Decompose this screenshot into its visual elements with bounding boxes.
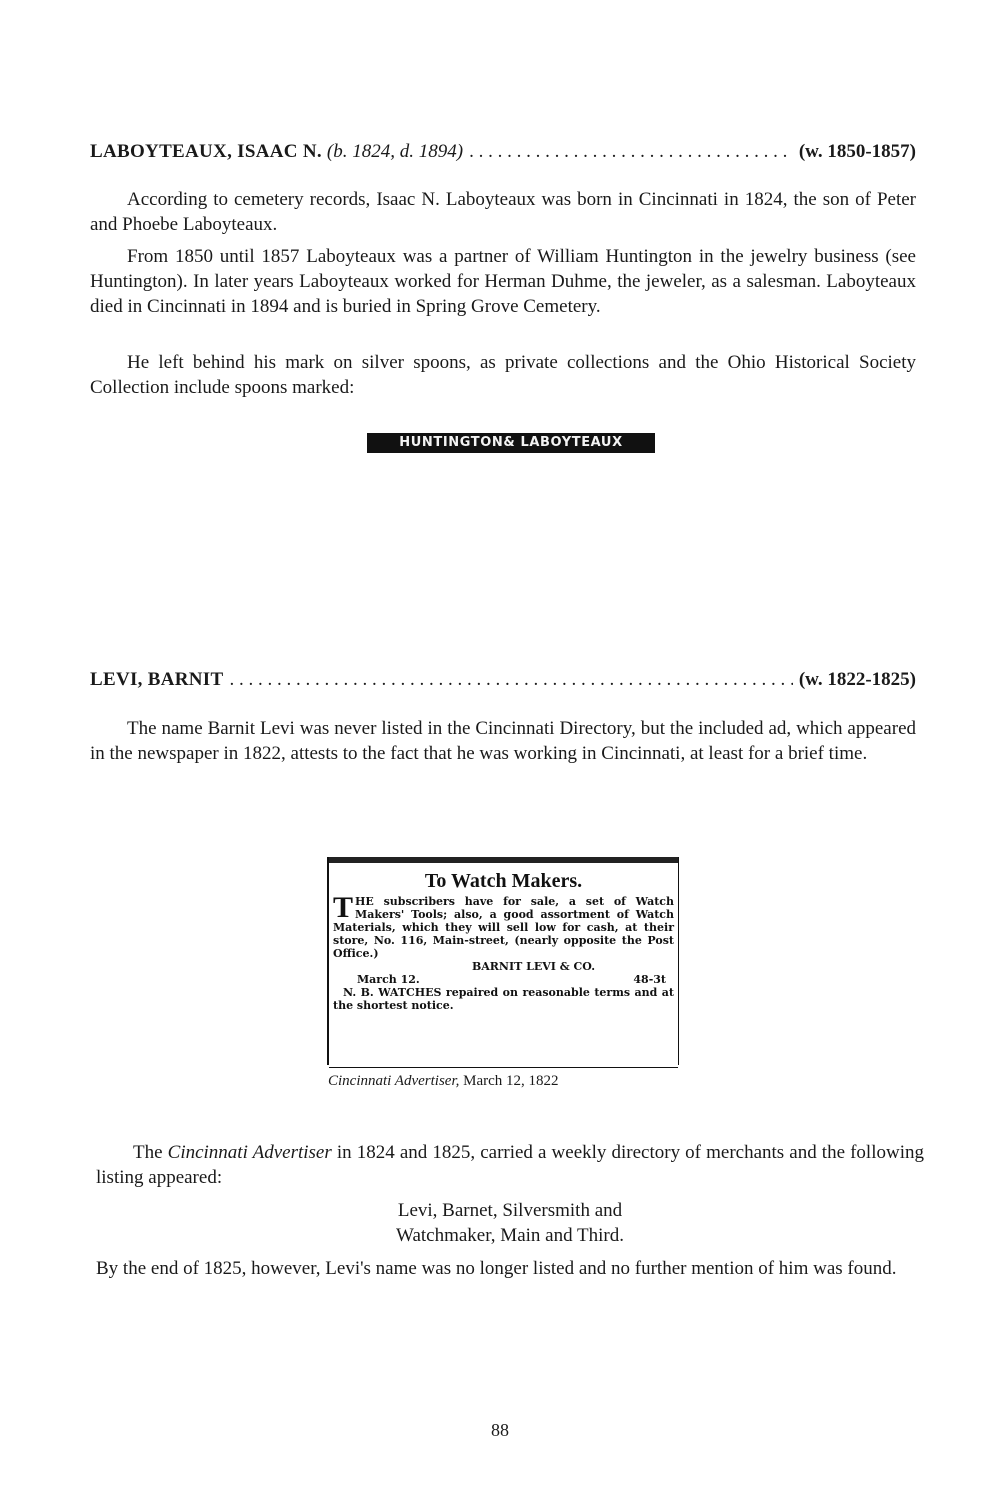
ad-nota-bene: N. B. WATCHES repaired on reasonable terms and at the shortest notice. (333, 986, 674, 1012)
paragraph: He left behind his mark on silver spoons, as private collections and the Ohio Historical Society Collection include spoons marked: (90, 352, 916, 398)
entry-heading-laboyteaux (90, 140, 916, 164)
paragraph: From 1850 until 1857 Laboyteaux was a partner of William Huntington in the jewelry business (see Huntington). In later years Laboyteaux worked for Herman Duhme, the jeweler, as a salesman. Laboyteaux died in Cincinnati in 1894 and is buried in Spring Grove Cemetery. (90, 246, 916, 317)
ad-top-rule (329, 857, 678, 863)
dot-leader (469, 140, 793, 164)
ad-bottom-rule (329, 1067, 678, 1068)
entry-heading-levi (90, 668, 916, 692)
dot-leader (229, 668, 792, 692)
directory-listing (300, 1198, 720, 1248)
ad-dateline (333, 973, 674, 986)
ad-dropcap: T (333, 891, 354, 924)
publication-title: Cincinnati Advertiser (167, 1142, 332, 1163)
newspaper-advertisement (327, 857, 679, 1065)
caption-date: March 12, 1822 (463, 1073, 559, 1089)
paragraph: By the end of 1825, however, Levi's name was no longer listed and no further mention of him was found. (96, 1258, 897, 1279)
page-number: 88 (491, 1420, 509, 1440)
entry-working-years: (w. 1850-1857) (798, 141, 916, 162)
ad-insertion-code: 48-3t (633, 973, 666, 986)
listing-line: Watchmaker, Main and Third. (396, 1225, 624, 1246)
ad-signer: BARNIT LEVI & CO. (471, 960, 596, 973)
paragraph (96, 1140, 924, 1190)
entry-lifespan: (b. 1824, d. 1894) (326, 141, 464, 162)
ad-body-text: HE subscribers have for sale, a set of Watch Makers' Tools; also, a good assortment of Watch Materials, which they will sell low for cash, at their store, No. 116, Main-street, (nearly opposite the Post Office.) (333, 895, 674, 960)
silver-mark-stamp: HUNTINGTON& LABOYTEAUX (367, 433, 655, 453)
ad-title: To Watch Makers. (424, 870, 583, 892)
ad-date: March 12. (357, 973, 420, 986)
paragraph-text: The (133, 1142, 168, 1163)
ad-body (333, 891, 674, 960)
ad-caption (328, 1072, 559, 1090)
paragraph: According to cemetery records, Isaac N. Laboyteaux was born in Cincinnati in 1824, the son of Peter and Phoebe Laboyteaux. (90, 189, 916, 235)
entry-working-years: (w. 1822-1825) (798, 669, 916, 690)
entry-name: LABOYTEAUX, ISAAC N. (90, 141, 322, 162)
caption-publication: Cincinnati Advertiser, (328, 1073, 460, 1089)
paragraph-text: in 1824 and 1825, carried a weekly directory of merchants and the following listing appeared: (96, 1142, 924, 1188)
paragraph: The name Barnit Levi was never listed in the Cincinnati Directory, but the included ad, which appeared in the newspaper in 1822, attests to the fact that he was working in Cincinnati, at least for a brief time. (90, 718, 916, 764)
entry-name: LEVI, BARNIT (90, 669, 224, 690)
listing-line: Levi, Barnet, Silversmith and (397, 1200, 623, 1221)
